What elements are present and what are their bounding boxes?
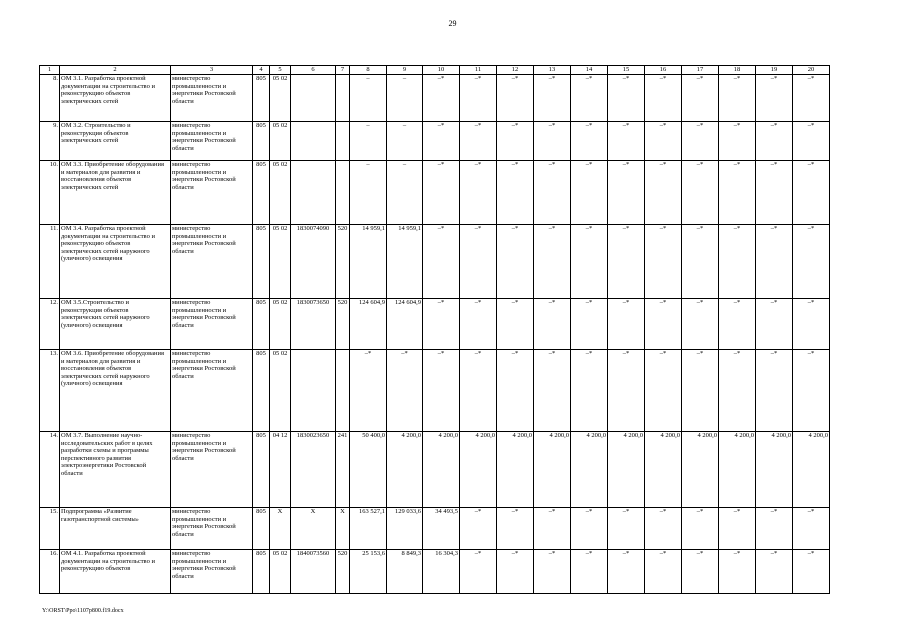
amount-cell: –* xyxy=(719,550,756,594)
amount-cell: –* xyxy=(497,550,534,594)
amount-cell: –* xyxy=(645,299,682,350)
amount-cell: –* xyxy=(571,550,608,594)
amount-cell: –* xyxy=(608,75,645,122)
column-header: 17 xyxy=(682,66,719,75)
table-row xyxy=(40,299,830,350)
column-header: 9 xyxy=(387,66,423,75)
budget-code: Х xyxy=(336,508,350,550)
event-name: ОМ 3.4. Разработка проектной документации на строительство и реконструкцию объектов электрических сетей наружного (уличного) освещения xyxy=(60,225,171,299)
column-header: 13 xyxy=(534,66,571,75)
row-number: 13. xyxy=(40,350,60,432)
budget-code: 05 02 xyxy=(270,550,291,594)
budget-code xyxy=(336,161,350,225)
row-number: 12. xyxy=(40,299,60,350)
amount-cell: –* xyxy=(793,508,830,550)
amount-cell: –* xyxy=(756,350,793,432)
amount-cell: –* xyxy=(793,122,830,161)
amount-cell: –* xyxy=(608,225,645,299)
amount-cell: –* xyxy=(423,122,460,161)
amount-cell: 4 200,0 xyxy=(423,432,460,508)
column-header: 19 xyxy=(756,66,793,75)
column-header: 8 xyxy=(350,66,387,75)
budget-code: Х xyxy=(291,508,336,550)
amount-cell: –* xyxy=(387,350,423,432)
executor: министерство промышленности и энергетики Ростовской области xyxy=(171,350,253,432)
budget-code xyxy=(336,122,350,161)
amount-cell: –* xyxy=(608,550,645,594)
event-name: ОМ 4.1. Разработка проектной документации на строительство и реконструкцию объектов xyxy=(60,550,171,594)
amount-cell: –* xyxy=(497,161,534,225)
table-row xyxy=(40,161,830,225)
amount-cell: 4 200,0 xyxy=(497,432,534,508)
amount-cell: –* xyxy=(608,508,645,550)
row-number: 15. xyxy=(40,508,60,550)
amount-cell: –* xyxy=(608,299,645,350)
amount-cell: –* xyxy=(756,299,793,350)
table-row xyxy=(40,350,830,432)
budget-code: 05 02 xyxy=(270,299,291,350)
event-name: ОМ 3.1. Разработка проектной документации на строительство и реконструкцию объектов электрических сетей xyxy=(60,75,171,122)
amount-cell: 4 200,0 xyxy=(460,432,497,508)
amount-cell: –* xyxy=(719,299,756,350)
amount-cell: –* xyxy=(608,350,645,432)
amount-cell: –* xyxy=(423,299,460,350)
amount-cell: –* xyxy=(497,508,534,550)
event-name: ОМ 3.5.Строительство и реконструкция объектов электрических сетей наружного (уличного) освещения xyxy=(60,299,171,350)
column-header: 4 xyxy=(253,66,270,75)
event-name: ОМ 3.7. Выполнение научно-исследовательских работ в целях разработки схемы и программы перспективного развития электроэнергетики Ростовской области xyxy=(60,432,171,508)
column-header: 7 xyxy=(336,66,350,75)
budget-code: 1830023650 xyxy=(291,432,336,508)
budget-code: 04 12 xyxy=(270,432,291,508)
budget-code xyxy=(291,122,336,161)
amount-cell: –* xyxy=(460,75,497,122)
amount-cell: 124 604,9 xyxy=(350,299,387,350)
amount-cell: 50 400,0 xyxy=(350,432,387,508)
amount-cell: 8 849,3 xyxy=(387,550,423,594)
column-header: 2 xyxy=(60,66,171,75)
budget-code: 1830074090 xyxy=(291,225,336,299)
budget-code: 805 xyxy=(253,432,270,508)
row-number: 11. xyxy=(40,225,60,299)
amount-cell: 4 200,0 xyxy=(719,432,756,508)
table-row xyxy=(40,550,830,594)
table-row xyxy=(40,75,830,122)
row-number: 16. xyxy=(40,550,60,594)
amount-cell: –* xyxy=(682,161,719,225)
event-name: ОМ 3.3. Приобретение оборудования и материалов для развития и восстановления объектов электрических сетей xyxy=(60,161,171,225)
amount-cell: –* xyxy=(682,550,719,594)
amount-cell: –* xyxy=(645,350,682,432)
budget-code: 520 xyxy=(336,225,350,299)
amount-cell: – xyxy=(350,122,387,161)
row-number: 9. xyxy=(40,122,60,161)
column-header: 16 xyxy=(645,66,682,75)
budget-code: 1840073560 xyxy=(291,550,336,594)
amount-cell: –* xyxy=(682,75,719,122)
amount-cell: –* xyxy=(423,75,460,122)
amount-cell: –* xyxy=(793,350,830,432)
amount-cell: –* xyxy=(423,350,460,432)
amount-cell: 4 200,0 xyxy=(608,432,645,508)
amount-cell: –* xyxy=(645,508,682,550)
column-header: 10 xyxy=(423,66,460,75)
budget-code: 241 xyxy=(336,432,350,508)
amount-cell: –* xyxy=(793,225,830,299)
amount-cell: –* xyxy=(423,225,460,299)
amount-cell: –* xyxy=(645,225,682,299)
amount-cell: –* xyxy=(497,122,534,161)
amount-cell: –* xyxy=(460,122,497,161)
amount-cell: –* xyxy=(793,299,830,350)
column-header: 14 xyxy=(571,66,608,75)
amount-cell: –* xyxy=(756,161,793,225)
column-header: 15 xyxy=(608,66,645,75)
budget-code: 805 xyxy=(253,75,270,122)
amount-cell: 124 604,9 xyxy=(387,299,423,350)
event-name: ОМ 3.6. Приобретение оборудования и материалов для развития и восстановления объектов электрических сетей наружного (уличного) освещения xyxy=(60,350,171,432)
column-header: 20 xyxy=(793,66,830,75)
page-number: 29 xyxy=(448,19,457,28)
budget-code: 520 xyxy=(336,299,350,350)
amount-cell: 25 153,6 xyxy=(350,550,387,594)
amount-cell: –* xyxy=(534,550,571,594)
amount-cell: – xyxy=(387,122,423,161)
amount-cell: –* xyxy=(608,122,645,161)
budget-code: 05 02 xyxy=(270,225,291,299)
amount-cell: 163 527,1 xyxy=(350,508,387,550)
amount-cell: –* xyxy=(460,299,497,350)
amount-cell: –* xyxy=(793,161,830,225)
amount-cell: –* xyxy=(497,299,534,350)
amount-cell: –* xyxy=(756,225,793,299)
amount-cell: –* xyxy=(756,122,793,161)
header-row xyxy=(40,66,830,75)
budget-code: 805 xyxy=(253,350,270,432)
budget-code: Х xyxy=(270,508,291,550)
amount-cell: –* xyxy=(682,350,719,432)
amount-cell: –* xyxy=(534,161,571,225)
amount-cell: –* xyxy=(350,350,387,432)
amount-cell: –* xyxy=(571,508,608,550)
amount-cell: –* xyxy=(571,122,608,161)
budget-code xyxy=(291,161,336,225)
amount-cell: 4 200,0 xyxy=(387,432,423,508)
row-number: 14. xyxy=(40,432,60,508)
row-number: 10. xyxy=(40,161,60,225)
amount-cell: –* xyxy=(571,225,608,299)
amount-cell: 34 493,5 xyxy=(423,508,460,550)
budget-table xyxy=(39,65,830,594)
amount-cell: –* xyxy=(719,161,756,225)
amount-cell: –* xyxy=(460,161,497,225)
amount-cell: –* xyxy=(608,161,645,225)
column-header: 5 xyxy=(270,66,291,75)
amount-cell: –* xyxy=(756,550,793,594)
executor: министерство промышленности и энергетики Ростовской области xyxy=(171,508,253,550)
budget-code: 805 xyxy=(253,122,270,161)
executor: министерство промышленности и энергетики Ростовской области xyxy=(171,550,253,594)
budget-code: 05 02 xyxy=(270,75,291,122)
budget-code xyxy=(291,350,336,432)
amount-cell: –* xyxy=(571,299,608,350)
amount-cell: –* xyxy=(793,550,830,594)
budget-code: 805 xyxy=(253,508,270,550)
executor: министерство промышленности и энергетики Ростовской области xyxy=(171,225,253,299)
budget-code: 805 xyxy=(253,161,270,225)
amount-cell: 129 033,6 xyxy=(387,508,423,550)
amount-cell: –* xyxy=(645,122,682,161)
budget-code xyxy=(291,75,336,122)
amount-cell: –* xyxy=(645,75,682,122)
amount-cell: –* xyxy=(682,225,719,299)
amount-cell: –* xyxy=(423,161,460,225)
executor: министерство промышленности и энергетики Ростовской области xyxy=(171,75,253,122)
amount-cell: –* xyxy=(682,122,719,161)
budget-code: 520 xyxy=(336,550,350,594)
amount-cell: –* xyxy=(571,75,608,122)
amount-cell: 4 200,0 xyxy=(756,432,793,508)
budget-code: 1830073650 xyxy=(291,299,336,350)
amount-cell: –* xyxy=(719,225,756,299)
amount-cell: –* xyxy=(534,299,571,350)
amount-cell: –* xyxy=(497,225,534,299)
budget-code: 05 02 xyxy=(270,350,291,432)
amount-cell: –* xyxy=(756,508,793,550)
amount-cell: –* xyxy=(460,225,497,299)
amount-cell: –* xyxy=(460,350,497,432)
amount-cell: –* xyxy=(719,350,756,432)
amount-cell: –* xyxy=(571,350,608,432)
amount-cell: –* xyxy=(534,122,571,161)
amount-cell: –* xyxy=(682,299,719,350)
column-header: 3 xyxy=(171,66,253,75)
budget-code xyxy=(336,350,350,432)
budget-code: 05 02 xyxy=(270,161,291,225)
column-header: 12 xyxy=(497,66,534,75)
amount-cell: –* xyxy=(756,75,793,122)
amount-cell: – xyxy=(387,161,423,225)
amount-cell: –* xyxy=(534,225,571,299)
amount-cell: –* xyxy=(497,350,534,432)
row-number: 8. xyxy=(40,75,60,122)
table-row xyxy=(40,225,830,299)
amount-cell: 16 304,3 xyxy=(423,550,460,594)
amount-cell: –* xyxy=(719,75,756,122)
executor: министерство промышленности и энергетики Ростовской области xyxy=(171,122,253,161)
budget-code: 805 xyxy=(253,225,270,299)
amount-cell: – xyxy=(387,75,423,122)
executor: министерство промышленности и энергетики Ростовской области xyxy=(171,161,253,225)
amount-cell: 4 200,0 xyxy=(645,432,682,508)
amount-cell: 4 200,0 xyxy=(571,432,608,508)
column-header: 18 xyxy=(719,66,756,75)
executor: министерство промышленности и энергетики Ростовской области xyxy=(171,432,253,508)
budget-code: 805 xyxy=(253,299,270,350)
event-name: Подпрограмма «Развитие газотранспортной системы» xyxy=(60,508,171,550)
table-row xyxy=(40,122,830,161)
amount-cell: – xyxy=(350,161,387,225)
file-path: Y:\ORST\Ppo\1107p800.f19.docx xyxy=(42,608,124,614)
budget-code xyxy=(336,75,350,122)
column-header: 1 xyxy=(40,66,60,75)
amount-cell: – xyxy=(350,75,387,122)
event-name: ОМ 3.2. Строительство и реконструкция объектов электрических сетей xyxy=(60,122,171,161)
budget-code: 805 xyxy=(253,550,270,594)
amount-cell: –* xyxy=(571,161,608,225)
amount-cell: 14 959,1 xyxy=(387,225,423,299)
amount-cell: 4 200,0 xyxy=(682,432,719,508)
executor: министерство промышленности и энергетики Ростовской области xyxy=(171,299,253,350)
amount-cell: –* xyxy=(497,75,534,122)
amount-cell: –* xyxy=(719,508,756,550)
amount-cell: –* xyxy=(534,350,571,432)
table-row xyxy=(40,508,830,550)
amount-cell: –* xyxy=(645,161,682,225)
amount-cell: –* xyxy=(793,75,830,122)
budget-code: 05 02 xyxy=(270,122,291,161)
amount-cell: –* xyxy=(645,550,682,594)
amount-cell: –* xyxy=(460,508,497,550)
amount-cell: –* xyxy=(682,508,719,550)
column-header: 6 xyxy=(291,66,336,75)
amount-cell: –* xyxy=(534,508,571,550)
column-header: 11 xyxy=(460,66,497,75)
amount-cell: –* xyxy=(719,122,756,161)
amount-cell: 4 200,0 xyxy=(534,432,571,508)
table-row xyxy=(40,432,830,508)
amount-cell: 4 200,0 xyxy=(793,432,830,508)
amount-cell: 14 959,1 xyxy=(350,225,387,299)
amount-cell: –* xyxy=(534,75,571,122)
amount-cell: –* xyxy=(460,550,497,594)
